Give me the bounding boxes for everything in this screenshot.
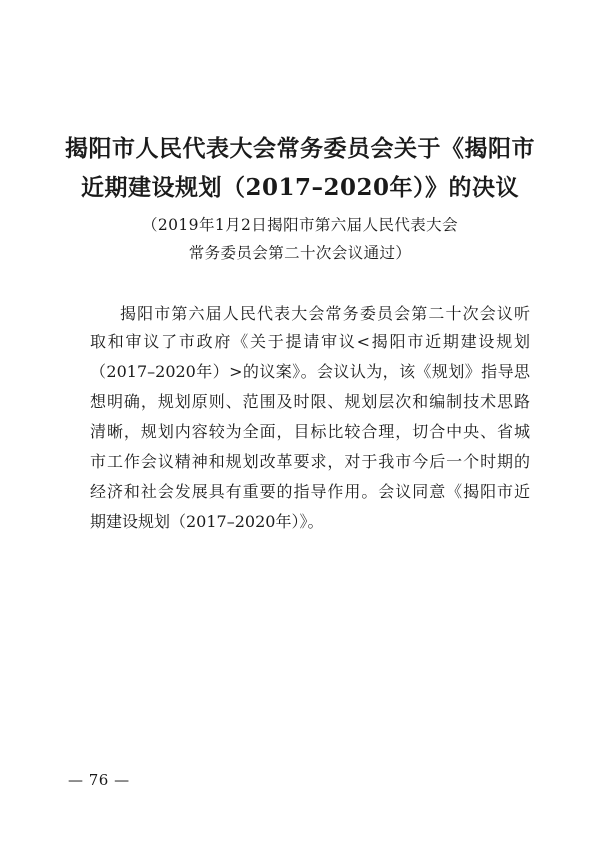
document-title-line-2: 近期建设规划（2017–2020年）》的决议: [80, 174, 520, 201]
adoption-note-line-2: 常务委员会第二十次会议通过）: [188, 244, 412, 262]
body-paragraph-line: 想明确，规划原则、范围及时限、规划层次和编制技术思路: [90, 392, 530, 411]
body-paragraph-line: 期建设规划（2017–2020年）》。: [90, 512, 324, 531]
page-number: — 76 —: [68, 771, 130, 789]
body-paragraph-line: 取和审议了市政府《关于提请审议<揭阳市近期建设规划: [90, 332, 530, 351]
body-paragraph-line: （2017–2020年）>的议案》。会议认为，该《规划》指导思: [90, 362, 530, 381]
document-title-line-1: 揭阳市人民代表大会常务委员会关于《揭阳市: [65, 135, 535, 162]
body-paragraph-line: 经济和社会发展具有重要的指导作用。会议同意《揭阳市近: [90, 482, 530, 501]
body-paragraph-line: 清晰，规划内容较为全面，目标比较合理，切合中央、省城: [90, 422, 530, 441]
body-paragraph-line: 揭阳市第六届人民代表大会常务委员会第二十次会议听: [120, 304, 530, 323]
body-paragraph-line: 市工作会议精神和规划改革要求，对于我市今后一个时期的: [90, 452, 530, 471]
adoption-note-line-1: （2019年1月2日揭阳市第六届人民代表大会: [142, 216, 458, 234]
